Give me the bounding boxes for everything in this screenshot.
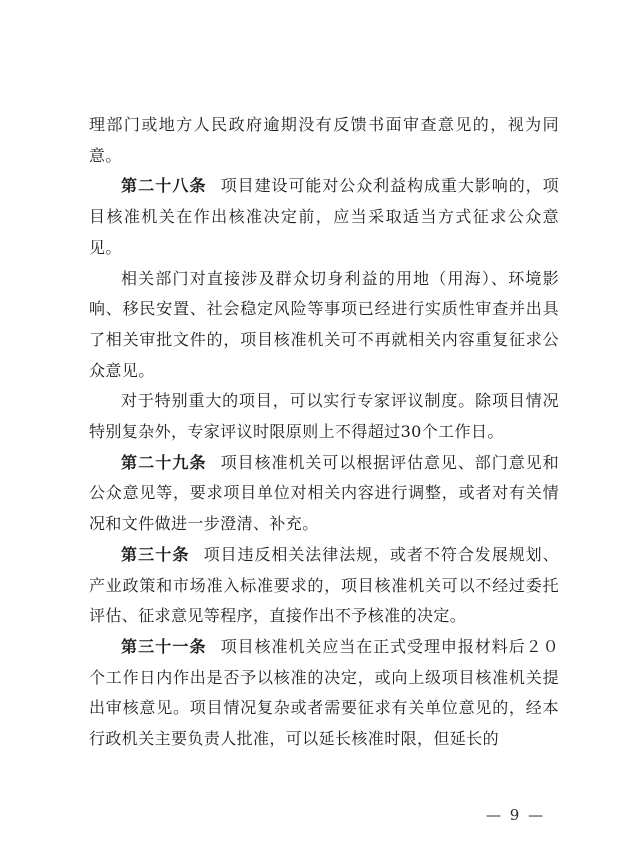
paragraph-continuation (89, 110, 559, 171)
paragraph-text: 相关部门对直接涉及群众切身利益的用地（用海）、环境影响、移民安置、社会稳定风险等事项已经进行实质性审查并出具了相关审批文件的，项目核准机关可不再就相关内容重复征求公众意见。 (89, 268, 559, 380)
paragraph-text: 项目违反相关法律法规，或者不符合发展规划、产业政策和市场准入标准要求的，项目核准机关可以不经过委托评估、征求意见等程序，直接作出不予核准的决定。 (89, 544, 559, 626)
paragraph-text: 项目核准机关可以根据评估意见、部门意见和公众意见等，要求项目单位对相关内容进行调整，或者对有关情况和文件做进一步澄清、补充。 (89, 452, 559, 534)
article-number: 第二十九条 (121, 452, 207, 472)
article-number: 第三十一条 (121, 636, 207, 656)
paragraph-text: 对于特别重大的项目，可以实行专家评议制度。除项目情况特别复杂外，专家评议时限原则上不得超过30个工作日。 (89, 391, 559, 442)
article-number: 第三十条 (121, 544, 190, 564)
article-number: 第二十八条 (121, 176, 207, 196)
paragraph-text: 项目核准机关应当在正式受理申报材料后２０个工作日内作出是否予以核准的决定，或向上级项目核准机关提出审核意见。项目情况复杂或者需要征求有关单位意见的，经本行政机关主要负责人批准，可以延长核准时限，但延长的 (89, 636, 559, 749)
paragraph-article-28-clause-2 (89, 264, 559, 387)
paragraph-article-28-clause-3 (89, 386, 559, 447)
page-number: — 9 — (486, 806, 546, 824)
paragraph-article-29 (89, 448, 559, 540)
paragraph-article-31 (89, 632, 559, 755)
paragraph-article-30 (89, 540, 559, 632)
paragraph-article-28 (89, 171, 559, 263)
paragraph-text: 项目建设可能对公众利益构成重大影响的，项目核准机关在作出核准决定前，应当采取适当方式征求公众意见。 (89, 176, 559, 257)
paragraph-text: 理部门或地方人民政府逾期没有反馈书面审查意见的，视为同意。 (89, 115, 559, 165)
document-body (89, 110, 559, 755)
